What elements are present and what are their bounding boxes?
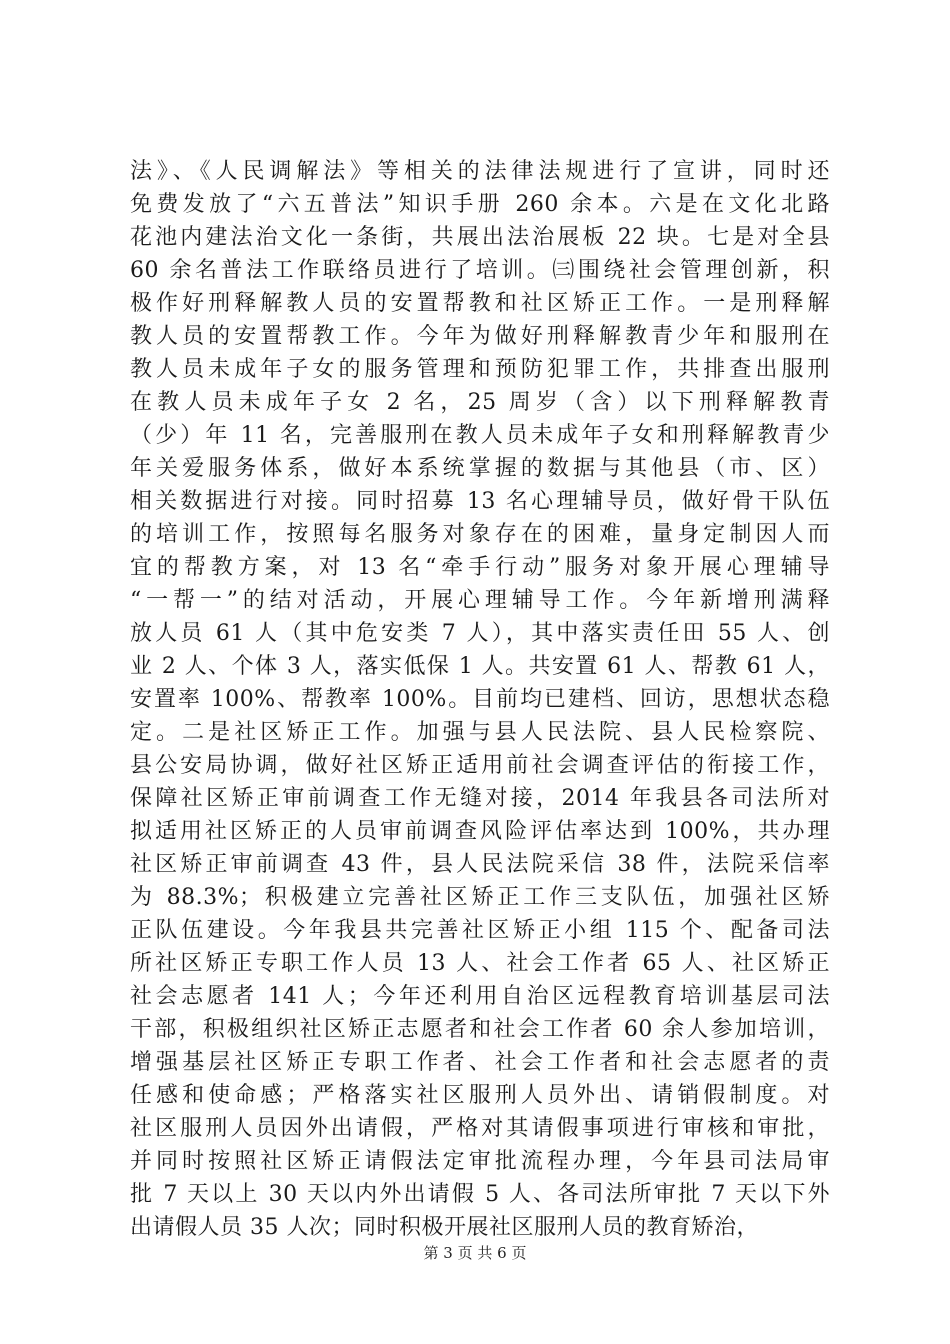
text-line: 任感和使命感；严格落实社区服刑人员外出、请销假制度。对 bbox=[130, 1083, 830, 1108]
text-line: 正队伍建设。今年我县共完善社区矫正小组 115 个、配备司法 bbox=[130, 918, 830, 943]
text-line: 教人员未成年子女的服务管理和预防犯罪工作，共排查出服刑 bbox=[130, 357, 830, 382]
text-line: 增强基层社区矫正专职工作者、社会工作者和社会志愿者的责 bbox=[130, 1050, 830, 1075]
text-line: 免费发放了“六五普法”知识手册 260 余本。六是在文化北路 bbox=[130, 192, 830, 217]
text-line: 为 88.3%；积极建立完善社区矫正工作三支队伍，加强社区矫 bbox=[130, 885, 830, 910]
text-line: 批 7 天以上 30 天以内外出请假 5 人、各司法所审批 7 天以下外 bbox=[130, 1182, 830, 1207]
text-line: 保障社区矫正审前调查工作无缝对接，2014 年我县各司法所对 bbox=[130, 786, 830, 811]
text-line: 花池内建法治文化一条街，共展出法治展板 22 块。七是对全县 bbox=[130, 225, 830, 250]
text-line: 业 2 人、个体 3 人，落实低保 1 人。共安置 61 人、帮教 61 人， bbox=[130, 654, 830, 679]
text-line: 在教人员未成年子女 2 名，25 周岁（含）以下刑释解教青 bbox=[130, 390, 830, 415]
text-line: 拟适用社区矫正的人员审前调查风险评估率达到 100%，共办理 bbox=[130, 819, 830, 844]
body-text bbox=[130, 155, 830, 1244]
text-line: 干部，积极组织社区矫正志愿者和社会工作者 60 余人参加培训， bbox=[130, 1017, 830, 1042]
text-line: 教人员的安置帮教工作。今年为做好刑释解教青少年和服刑在 bbox=[130, 324, 830, 349]
text-line: 定。二是社区矫正工作。加强与县人民法院、县人民检察院、 bbox=[130, 720, 830, 745]
text-line: 并同时按照社区矫正请假法定审批流程办理，今年县司法局审 bbox=[130, 1149, 830, 1174]
text-line: 宜的帮教方案，对 13 名“牵手行动”服务对象开展心理辅导 bbox=[130, 555, 830, 580]
text-line: 相关数据进行对接。同时招募 13 名心理辅导员，做好骨干队伍 bbox=[130, 489, 830, 514]
text-line: 社区矫正审前调查 43 件，县人民法院采信 38 件，法院采信率 bbox=[130, 852, 830, 877]
text-line: 年关爱服务体系，做好本系统掌握的数据与其他县（市、区） bbox=[130, 456, 830, 481]
text-line: 社区服刑人员因外出请假，严格对其请假事项进行审核和审批， bbox=[130, 1116, 830, 1141]
text-line: 社会志愿者 141 人；今年还利用自治区远程教育培训基层司法 bbox=[130, 984, 830, 1009]
text-line: 所社区矫正专职工作人员 13 人、社会工作者 65 人、社区矫正 bbox=[130, 951, 830, 976]
text-line: 出请假人员 35 人次；同时积极开展社区服刑人员的教育矫治， bbox=[130, 1215, 759, 1240]
text-line: 放人员 61 人（其中危安类 7 人），其中落实责任田 55 人、创 bbox=[130, 621, 830, 646]
text-line: “一帮一”的结对活动，开展心理辅导工作。今年新增刑满释 bbox=[130, 588, 830, 613]
text-line: 60 余名普法工作联络员进行了培训。㈢围绕社会管理创新，积 bbox=[130, 258, 830, 283]
text-line: 的培训工作，按照每名服务对象存在的困难，量身定制因人而 bbox=[130, 522, 830, 547]
text-line: （少）年 11 名，完善服刑在教人员未成年子女和刑释解教青少 bbox=[130, 423, 830, 448]
page-number-footer: 第 3 页 共 6 页 bbox=[423, 1244, 527, 1262]
text-line: 安置率 100%、帮教率 100%。目前均已建档、回访，思想状态稳 bbox=[130, 687, 830, 712]
text-line: 极作好刑释解教人员的安置帮教和社区矫正工作。一是刑释解 bbox=[130, 291, 830, 316]
text-line: 法》、《人民调解法》等相关的法律法规进行了宣讲，同时还 bbox=[130, 159, 830, 184]
text-line: 县公安局协调，做好社区矫正适用前社会调查评估的衔接工作， bbox=[130, 753, 830, 778]
